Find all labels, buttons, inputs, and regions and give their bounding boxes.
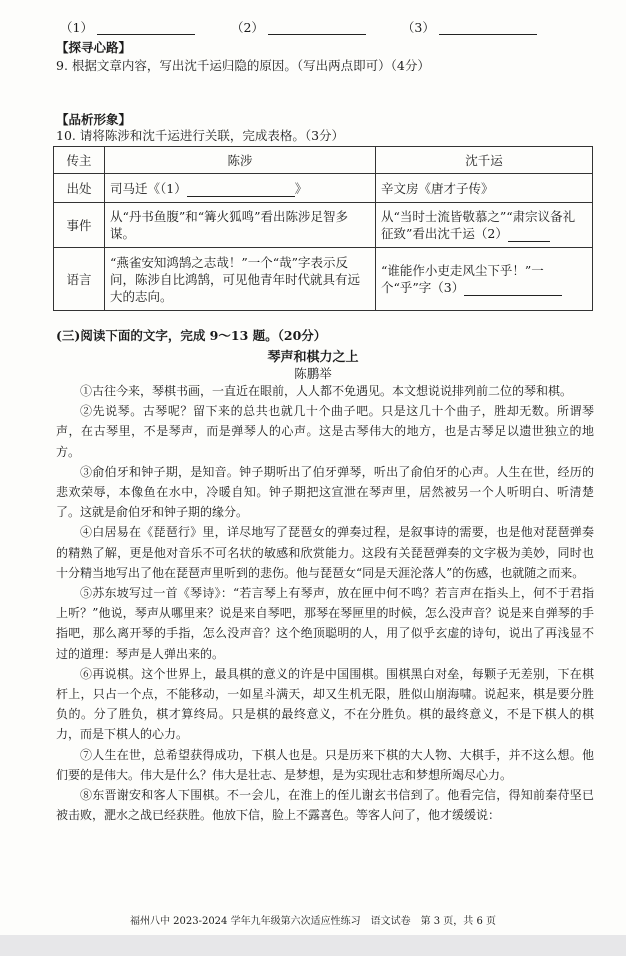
row-label: 事件 — [54, 203, 105, 248]
paragraph: ①古往今来，琴棋书画，一直近在眼前，人人都不免遇见。本文想说说排列前二位的琴和棋。 — [80, 384, 573, 398]
table-cell: “燕雀安知鸿鹄之志哉！”一个“哉”字表示反问，陈涉自比鸿鹄，可见他青年时代就具有远大的志向。 — [105, 248, 376, 311]
table-cell — [376, 248, 593, 311]
page-footer: 福州八中 2023-2024 学年九年级第六次适应性练习 语文试卷 第 3 页，共 6 页 — [129, 916, 497, 927]
table-row — [54, 174, 593, 203]
row-label: 语言 — [54, 248, 105, 311]
cell-text: 从“当时士流皆敬慕之”“肃宗议备礼征致”看出沈千运（2） — [381, 209, 576, 241]
answer-blank-2[interactable] — [268, 22, 366, 35]
table-cell: 辛文房《唐才子传》 — [376, 174, 593, 203]
header-cell: 沈千运 — [376, 147, 593, 174]
paragraph: ⑧东晋谢安和客人下围棋。不一会儿，在淮上的侄儿谢玄书信到了。他看完信，得知前秦苻坚已被击败，淝水之战已经获胜。他放下信，脸上不露喜色。等客人问了，他才缓缓说： — [56, 788, 594, 823]
blank-label-1: （1） — [60, 20, 93, 35]
answer-blank-3[interactable] — [439, 22, 537, 35]
passage-body — [56, 381, 594, 825]
answer-blank[interactable] — [508, 229, 550, 242]
table-cell — [376, 203, 593, 248]
row-label: 出处 — [54, 174, 105, 203]
question-9: 9. 根据文章内容，写出沈千运归隐的原因。（写出两点即可）（4分） — [56, 58, 430, 73]
viewer-bottom-bar — [0, 935, 626, 956]
cell-text: 司马迁《（1） — [110, 180, 187, 196]
cell-text: “谁能作小吏走风尘下乎！”一个“乎”字（3） — [381, 263, 544, 295]
table-cell — [105, 174, 376, 203]
analyze-header: 【品析形象】 — [56, 112, 132, 127]
table-row — [54, 203, 593, 248]
blank-label-3: （3） — [401, 20, 435, 35]
paragraph: ⑦人生在世，总希望获得成功，下棋人也是。只是历来下棋的大人物、大棋手，并不这么想。他们要的是伟大。伟大是什么？伟大是壮志、是梦想，是为实现壮志和梦想所竭尽心力。 — [56, 747, 594, 782]
header-cell: 陈涉 — [105, 147, 376, 174]
paragraph: ③俞伯牙和钟子期，是知音。钟子期听出了伯牙弹琴，听出了俞伯牙的心声。人生在世，经历的悲欢荣辱，本像鱼在水中，冷暖自知。钟子期把这宣泄在琴声里，居然被另一个人听明白、听清楚了。这就是俞伯牙和钟子期的缘分。 — [56, 464, 594, 520]
table-header-row — [54, 147, 593, 174]
paragraph: ②先说琴。古琴呢？留下来的总共也就几十个曲子吧。只是这几十个曲子，胜却无数。所谓琴声，在古琴里，不是琴声，而是弹琴人的心声。这是古琴伟大的地方，也是古琴足以遗世独立的地方。 — [56, 404, 594, 459]
table-row — [54, 248, 593, 311]
blank-label-2: （2） — [230, 20, 264, 35]
answer-blank-1[interactable] — [97, 22, 195, 35]
question-10: 10. 请将陈涉和沈千运进行关联，完成表格。（3分） — [56, 128, 345, 143]
paragraph: ⑥再说棋。这个世界上，最具棋的意义的许是中国围棋。围棋黑白对垒，每颗子无差别，下在棋杆上，只占一个点，不能移动，一如星斗满天，却又生机无限，胜似山崩海啸。说起来，棋是要分胜负的。分了胜负，棋才算终局。只是棋的最终意义，不在分胜负。棋的最终意义，不是下棋人的棋力，而是下棋人的心力。 — [56, 666, 594, 742]
paragraph: ④白居易在《琵琶行》里，详尽地写了琵琶女的弹奏过程，是叙事诗的需要，也是他对琵琶弹奏的精熟了解，更是他对音乐不可名状的敏感和欣赏能力。这段有关琵琶弹奏的文字极为美妙，同时也十分精当地写出了他在琵琶声里听到的悲伤。他与琵琶女“同是天涯沦落人”的伤感，也就随之而来。 — [56, 525, 594, 580]
comparison-table — [53, 146, 593, 311]
table-cell: 从“丹书鱼腹”和“篝火狐鸣”看出陈涉足智多谋。 — [105, 203, 376, 248]
paragraph: ⑤苏东坡写过一首《琴诗》：“若言琴上有琴声，放在匣中何不鸣？若言声在指头上，何不于君指上听？”他说，琴声从哪里来？说是来自琴吧，那琴在琴匣里的时候，怎么没声音？说是来自弹琴的手指吧，那么离开琴的手指，怎么没声音？这个绝顶聪明的人，用了似乎玄虚的诗句，说出了再浅显不过的道理：琴声是人弹出来的。 — [56, 586, 594, 661]
explore-header: 【探寻心路】 — [56, 40, 132, 55]
answer-blanks — [60, 20, 569, 35]
passage-title: 琴声和棋力之上 — [267, 350, 359, 365]
answer-blank[interactable] — [187, 184, 295, 197]
section-3-instructions: (三)阅读下面的文字，完成 9～13 题。（20分） — [56, 328, 327, 343]
header-cell: 传主 — [54, 147, 105, 174]
cell-text: 》 — [294, 180, 308, 196]
passage-author: 陈鹏举 — [294, 366, 332, 381]
answer-blank[interactable] — [464, 283, 562, 296]
